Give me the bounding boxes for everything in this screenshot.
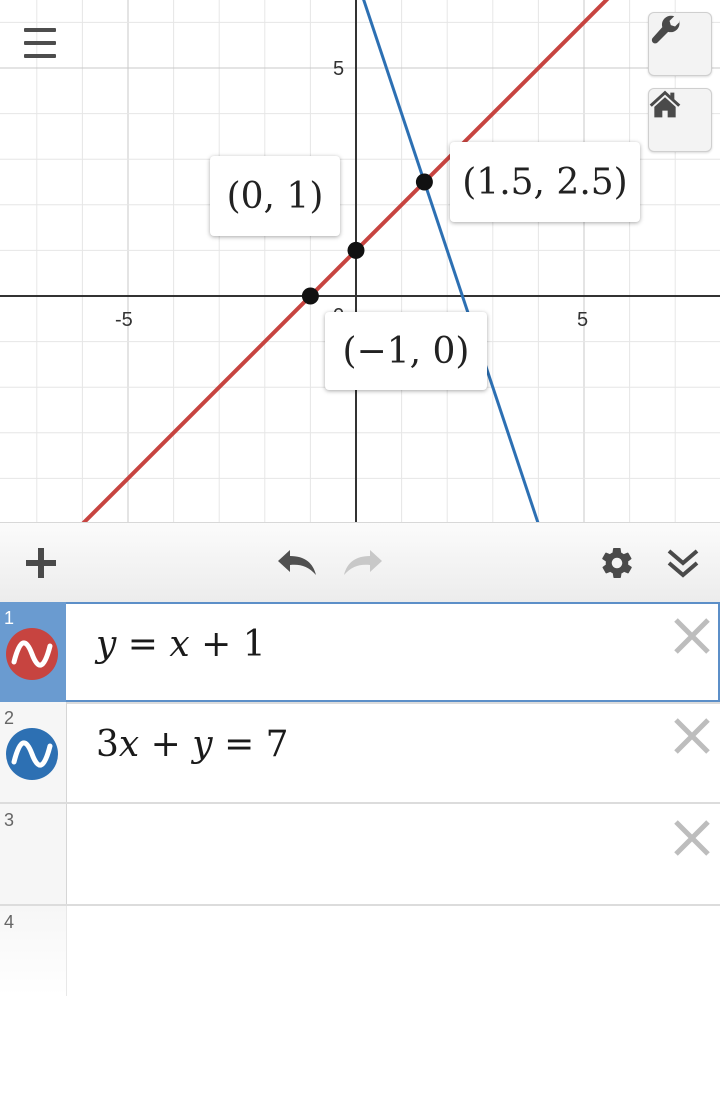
graph-settings-button[interactable] — [648, 12, 712, 76]
delete-expression-icon[interactable] — [672, 818, 712, 858]
expression-row-1[interactable] — [0, 602, 720, 704]
expression-list — [0, 602, 720, 1111]
expression-gutter[interactable] — [0, 702, 67, 802]
redo-icon — [340, 548, 384, 578]
home-button[interactable] — [648, 88, 712, 152]
expression-row-2[interactable] — [0, 702, 720, 804]
line-3x-plus-y-eq-7[interactable] — [361, 0, 543, 522]
settings-button[interactable] — [594, 523, 640, 603]
y-tick-pos5: 5 — [333, 58, 345, 80]
x-tick-pos5: 5 — [577, 309, 589, 331]
expression-input[interactable]: y = x + 1 — [96, 624, 266, 665]
expression-index: 2 — [4, 708, 15, 728]
curve-color-icon[interactable] — [6, 628, 58, 680]
graph-point[interactable] — [416, 174, 433, 191]
redo-button[interactable] — [336, 523, 388, 603]
collapse-list-button[interactable] — [660, 523, 706, 603]
delete-expression-icon[interactable] — [672, 616, 712, 656]
point-label-1.5-2.5: (1.5, 2.5) — [450, 142, 640, 222]
expression-input[interactable]: 3x + y = 7 — [96, 724, 289, 765]
expression-toolbar — [0, 522, 720, 603]
undo-icon — [276, 548, 320, 578]
expression-gutter[interactable] — [0, 906, 67, 996]
plus-icon — [23, 545, 59, 581]
wave-icon — [6, 628, 58, 680]
expression-index: 1 — [4, 608, 15, 628]
wrench-icon — [649, 13, 683, 47]
expression-gutter[interactable] — [0, 602, 66, 702]
graph-point[interactable] — [302, 288, 319, 305]
expression-index: 3 — [4, 810, 15, 830]
home-icon — [649, 89, 681, 119]
point-label-0-1: (0, 1) — [210, 156, 340, 236]
point-label-neg1-0: (−1, 0) — [325, 312, 487, 390]
expression-gutter[interactable] — [0, 804, 67, 904]
double-chevron-down-icon — [665, 545, 701, 581]
graph-svg — [0, 0, 720, 522]
wave-icon — [6, 728, 58, 780]
expression-row-3[interactable] — [0, 804, 720, 906]
line-y-eq-x-plus-1[interactable] — [14, 0, 630, 522]
x-tick-neg5: -5 — [115, 309, 133, 331]
expression-index: 4 — [4, 912, 15, 932]
delete-expression-icon[interactable] — [672, 716, 712, 756]
curve-color-icon[interactable] — [6, 728, 58, 780]
add-expression-button[interactable] — [14, 523, 68, 603]
gear-icon — [599, 545, 635, 581]
graph-canvas[interactable] — [0, 0, 720, 522]
undo-button[interactable] — [272, 523, 324, 603]
expression-row-4[interactable] — [0, 906, 720, 996]
graph-point[interactable] — [348, 242, 365, 259]
menu-icon[interactable] — [20, 26, 60, 62]
